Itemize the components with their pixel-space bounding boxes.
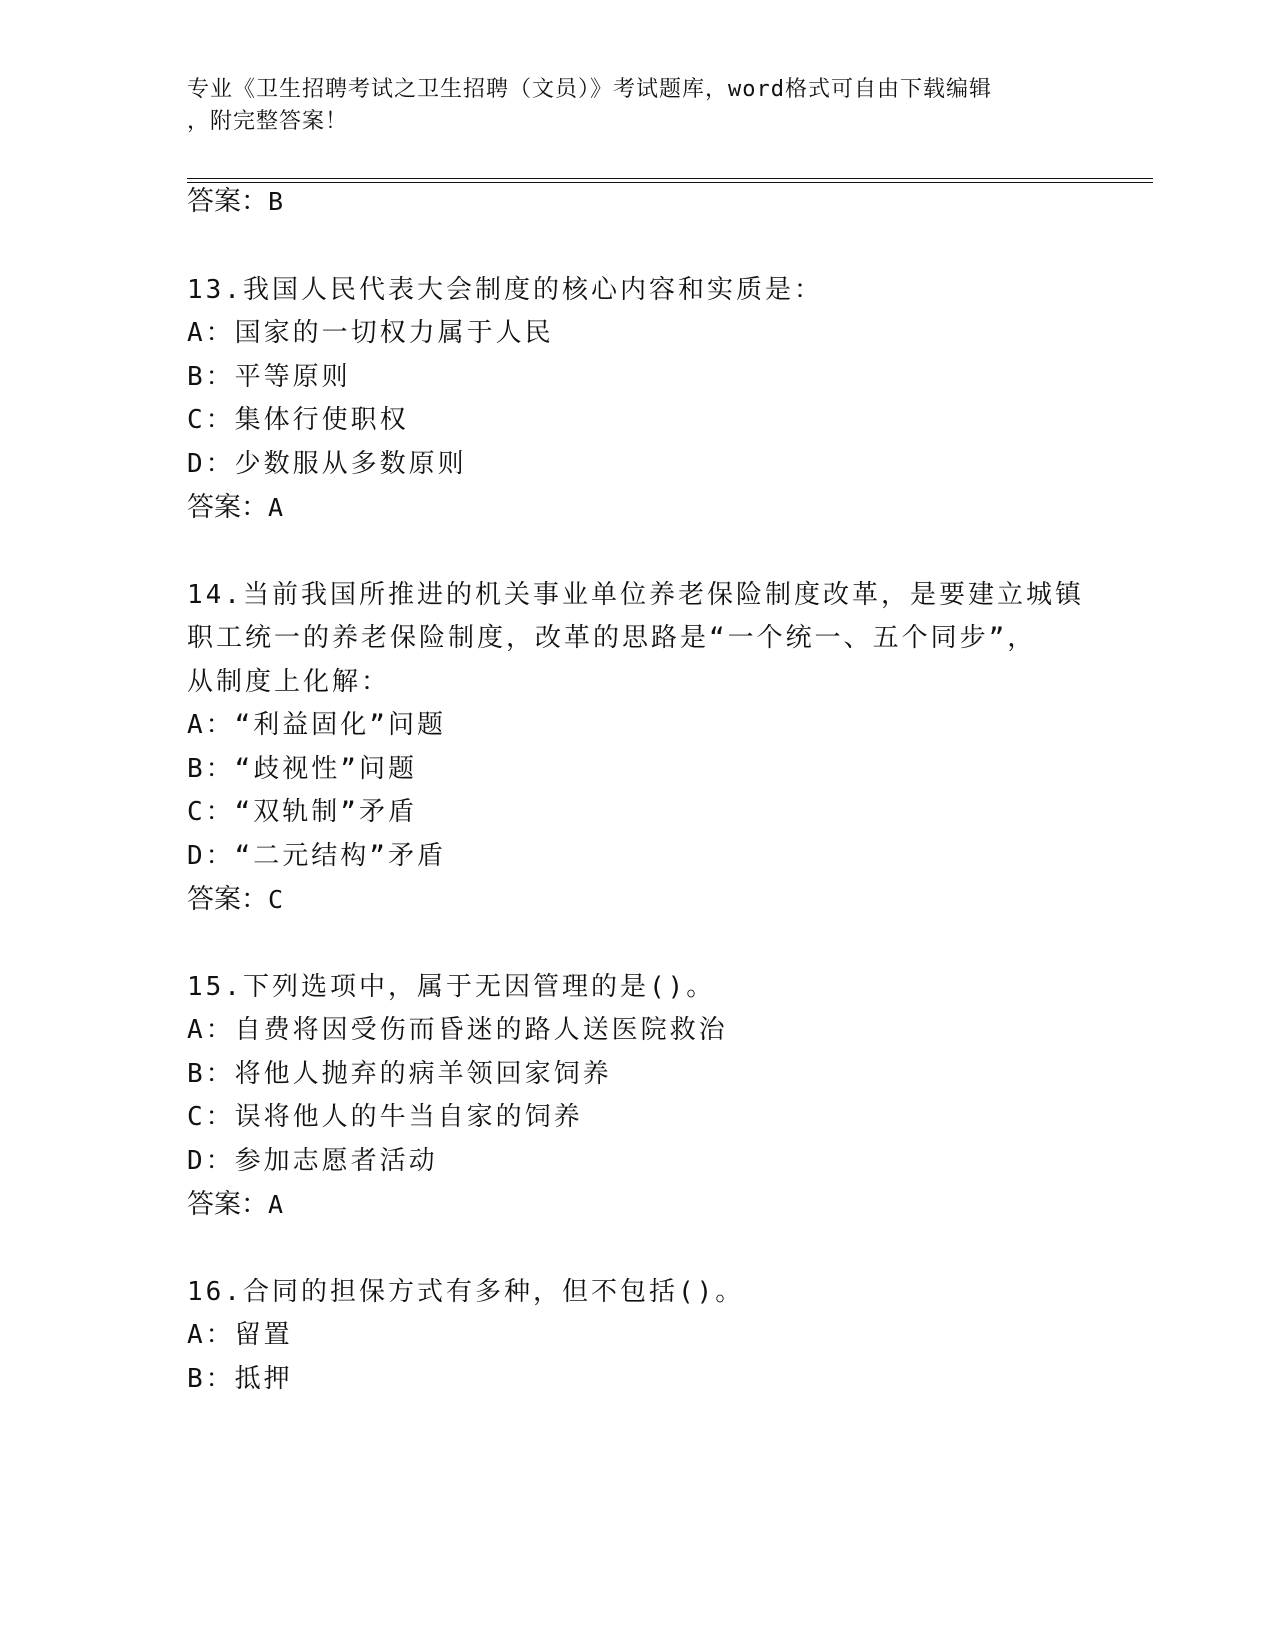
header-divider-2 (187, 182, 1153, 183)
option-b: B：“歧视性”问题 (187, 754, 417, 784)
question-stem: 13.我国人民代表大会制度的核心内容和实质是： (187, 275, 823, 305)
answer-value: A (268, 493, 284, 522)
option-c: C：“双轨制”矛盾 (187, 797, 417, 827)
option-d: D：参加志愿者活动 (187, 1146, 438, 1176)
answer-line (187, 492, 283, 524)
document-header (187, 74, 1087, 138)
answer-label: 答案： (187, 1189, 268, 1220)
option-c: C：集体行使职权 (187, 405, 409, 435)
question-stem: 15.下列选项中，属于无因管理的是()。 (187, 972, 716, 1002)
option-a: A：国家的一切权力属于人民 (187, 318, 554, 348)
option-b: B：抵押 (187, 1364, 293, 1394)
question-stem-cont: 从制度上化解： (187, 667, 391, 697)
option-a: A：“利益固化”问题 (187, 710, 446, 740)
answer-line (187, 186, 283, 218)
header-line-1: 专业《卫生招聘考试之卫生招聘（文员）》考试题库，word格式可自由下载编辑 (187, 77, 992, 102)
answer-line (187, 1189, 283, 1221)
option-b: B：将他人抛弃的病羊领回家饲养 (187, 1059, 612, 1089)
answer-line (187, 884, 283, 916)
question-stem: 16.合同的担保方式有多种，但不包括()。 (187, 1277, 745, 1307)
option-a: A：留置 (187, 1320, 293, 1350)
answer-value: B (268, 187, 284, 216)
option-c: C：误将他人的牛当自家的饲养 (187, 1102, 583, 1132)
question-stem-cont: 职工统一的养老保险制度，改革的思路是“一个统一、五个同步”， (187, 623, 1037, 653)
option-d: D：“二元结构”矛盾 (187, 841, 446, 871)
question-stem: 14.当前我国所推进的机关事业单位养老保险制度改革，是要建立城镇 (187, 580, 1084, 610)
option-b: B：平等原则 (187, 362, 351, 392)
option-d: D：少数服从多数原则 (187, 449, 467, 479)
answer-label: 答案： (187, 186, 268, 217)
answer-value: C (268, 885, 284, 914)
answer-value: A (268, 1190, 284, 1219)
answer-label: 答案： (187, 884, 268, 915)
answer-label: 答案： (187, 492, 268, 523)
option-a: A：自费将因受伤而昏迷的路人送医院救治 (187, 1015, 728, 1045)
header-line-2: ，附完整答案！ (187, 109, 349, 134)
header-divider (187, 178, 1153, 179)
